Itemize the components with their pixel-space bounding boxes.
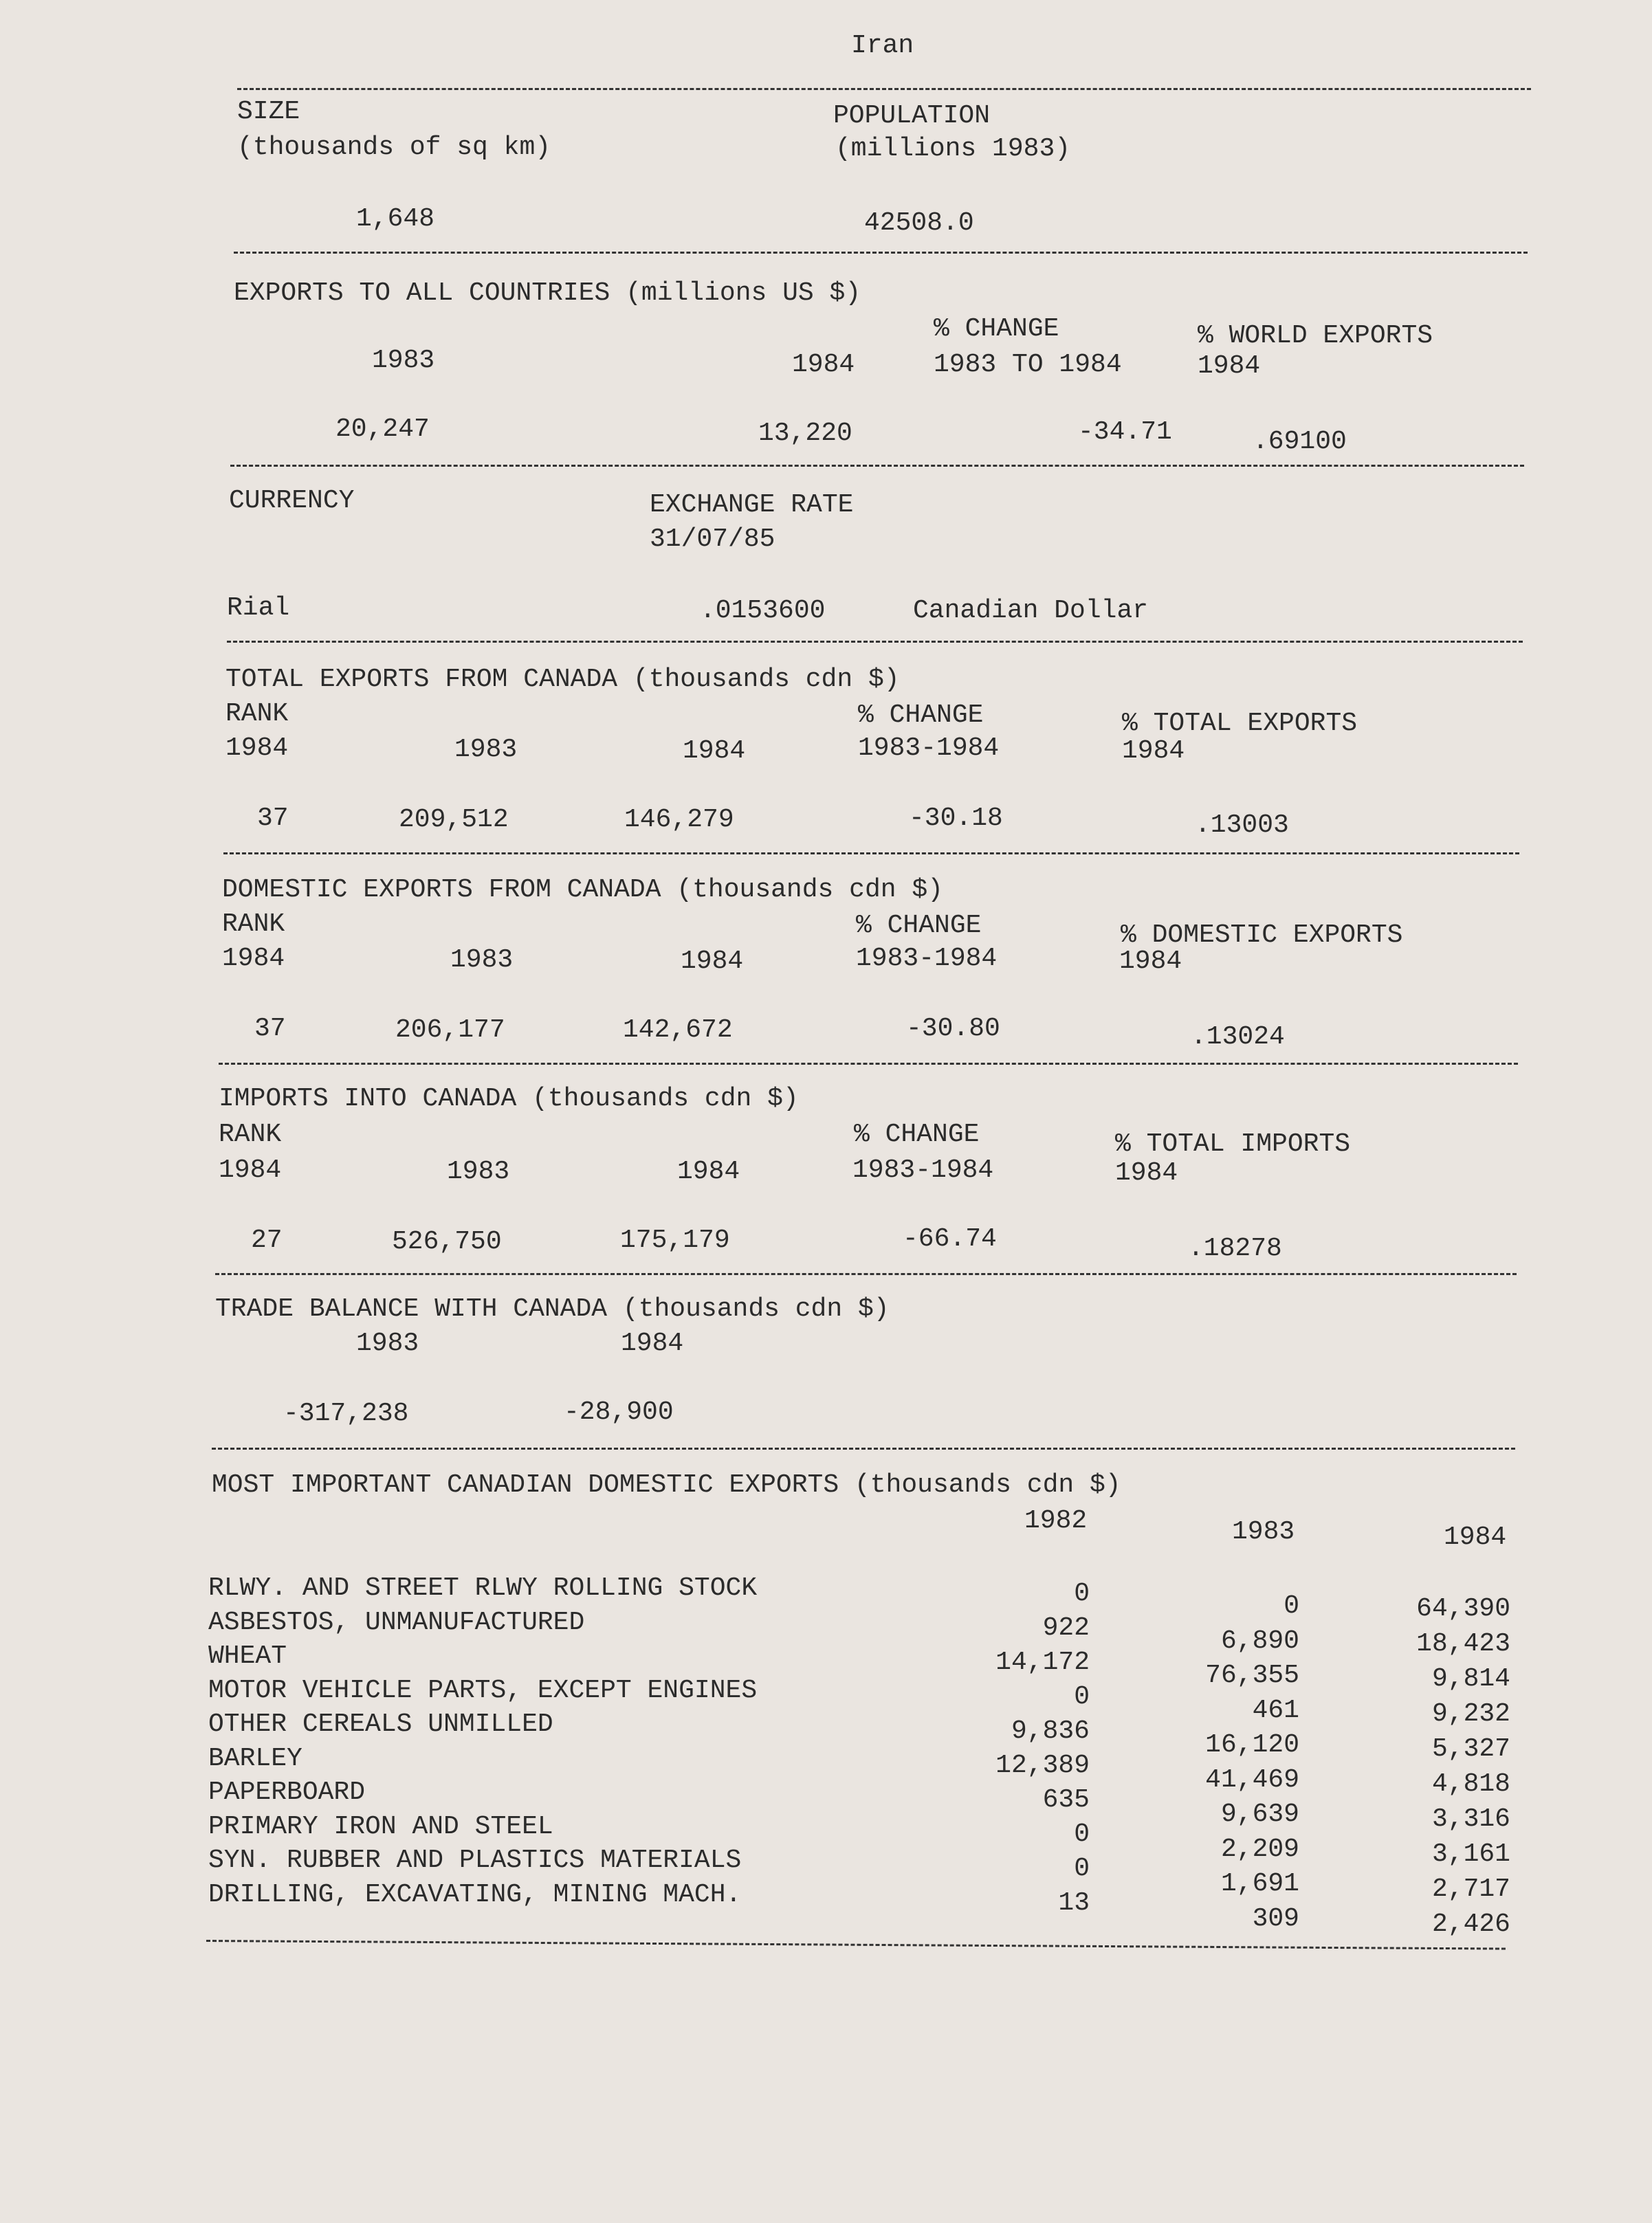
section-divider [230,465,1524,467]
size-label: SIZE [237,97,300,126]
domestic-exports-value-change: -30.80 [906,1014,1000,1043]
total-exports-rank: 37 [257,804,289,833]
exports-all-title: EXPORTS TO ALL COUNTRIES (millions US $) [234,278,861,308]
top-exports-value-1982: 13 [1058,1888,1090,1918]
imports-pct-change-label: % CHANGE [854,1120,980,1149]
section-divider [223,852,1519,854]
top-exports-value-1984: 2,717 [1431,1874,1510,1904]
imports-change-years: 1983-1984 [852,1155,994,1185]
total-exports-rank-label: RANK [225,699,289,729]
imports-rank: 27 [251,1226,283,1255]
top-exports-value-1982: 0 [1074,1820,1090,1849]
imports-share-year: 1984 [1115,1158,1178,1188]
top-exports-value-1982: 12,389 [995,1751,1090,1780]
top-exports-commodity: RLWY. AND STREET RLWY ROLLING STOCK [208,1573,758,1603]
country-title: Iran [851,31,914,60]
domestic-exports-rank-label: RANK [222,909,285,939]
section-divider [234,252,1528,254]
top-exports-value-1982: 635 [1042,1785,1090,1815]
top-exports-value-1984: 9,232 [1431,1699,1510,1729]
domestic-exports-year-1983: 1983 [450,945,514,975]
exchange-rate-value: .0153600 [700,596,826,626]
top-exports-commodity: DRILLING, EXCAVATING, MINING MACH. [208,1879,742,1910]
top-exports-commodity: ASBESTOS, UNMANUFACTURED [208,1607,585,1637]
top-exports-value-1982: 0 [1074,1682,1090,1712]
exports-all-pct-change-label: % CHANGE [934,314,1059,344]
trade-balance-value-1983: -317,238 [283,1399,409,1428]
domestic-exports-year-1984: 1984 [681,947,744,976]
top-exports-value-1982: 922 [1042,1613,1090,1643]
top-exports-year-1984: 1984 [1444,1523,1507,1552]
top-exports-commodity: BARLEY [208,1743,302,1773]
imports-value-change: -66.74 [903,1224,997,1254]
top-exports-value-1984: 3,316 [1431,1804,1510,1834]
top-exports-value-1983: 2,209 [1220,1834,1299,1864]
top-exports-value-1983: 6,890 [1220,1626,1299,1656]
domestic-exports-value-share: .13024 [1191,1022,1285,1052]
top-exports-value-1982: 14,172 [995,1648,1090,1677]
total-exports-title: TOTAL EXPORTS FROM CANADA (thousands cdn $) [225,665,900,694]
imports-title: IMPORTS INTO CANADA (thousands cdn $) [219,1084,799,1114]
exports-all-world-year: 1984 [1198,351,1261,381]
domestic-exports-rank: 37 [254,1014,286,1043]
top-exports-year-1983: 1983 [1232,1517,1295,1547]
top-exports-commodity: SYN. RUBBER AND PLASTICS MATERIALS [208,1846,742,1875]
trade-balance-value-1984: -28,900 [564,1397,674,1427]
trade-balance-title: TRADE BALANCE WITH CANADA (thousands cdn $) [215,1294,890,1324]
total-exports-share-year: 1984 [1122,736,1185,766]
top-exports-value-1984: 3,161 [1431,1839,1510,1869]
exports-all-value-1983: 20,247 [335,414,430,444]
section-divider [206,1940,1506,1950]
top-exports-value-1983: 1,691 [1220,1869,1299,1899]
imports-year-1983: 1983 [447,1157,510,1186]
trade-balance-year-1984: 1984 [621,1329,684,1358]
domestic-exports-change-years: 1983-1984 [856,944,998,973]
top-exports-title: MOST IMPORTANT CANADIAN DOMESTIC EXPORTS (thousands cdn $) [212,1470,1121,1500]
top-exports-commodity: OTHER CEREALS UNMILLED [208,1710,553,1739]
top-exports-value-1983: 461 [1252,1695,1299,1725]
top-exports-value-1983: 309 [1252,1903,1299,1934]
total-exports-value-share: .13003 [1195,810,1289,840]
top-exports-commodity: WHEAT [208,1641,287,1671]
imports-rank-label: RANK [219,1120,282,1149]
section-divider [215,1273,1517,1275]
top-exports-value-1984: 18,423 [1416,1629,1510,1659]
total-exports-value-change: -30.18 [909,804,1003,833]
domestic-exports-pct-change-label: % CHANGE [856,911,982,940]
exports-all-value-world: .69100 [1253,427,1347,456]
total-exports-rank-year: 1984 [225,733,289,763]
currency-label: CURRENCY [229,486,355,516]
total-exports-value-1983: 209,512 [399,805,509,834]
exports-all-change-years: 1983 TO 1984 [934,350,1122,379]
imports-value-share: .18278 [1188,1234,1282,1263]
size-unit: (thousands of sq km) [237,133,551,162]
domestic-exports-title: DOMESTIC EXPORTS FROM CANADA (thousands cdn $) [222,875,943,905]
total-exports-change-years: 1983-1984 [858,733,1000,763]
population-label: POPULATION [833,101,991,131]
currency-name: Rial [227,593,290,623]
exports-all-year-1983: 1983 [372,346,435,375]
top-exports-value-1982: 0 [1074,1579,1090,1608]
top-exports-commodity: PRIMARY IRON AND STEEL [208,1811,553,1842]
top-exports-commodity: PAPERBOARD [208,1778,366,1807]
top-exports-value-1983: 76,355 [1205,1661,1299,1690]
imports-value-1984: 175,179 [620,1226,730,1255]
imports-value-1983: 526,750 [392,1227,502,1257]
total-exports-value-1984: 146,279 [624,805,734,834]
top-exports-value-1983: 41,469 [1205,1765,1299,1795]
top-exports-year-1982: 1982 [1024,1506,1088,1536]
total-exports-year-1984: 1984 [683,736,746,766]
domestic-exports-pct-share-label: % DOMESTIC EXPORTS [1121,920,1403,950]
imports-year-1984: 1984 [677,1157,740,1186]
total-exports-pct-change-label: % CHANGE [858,700,984,730]
top-exports-value-1983: 0 [1284,1591,1299,1621]
exports-all-value-change: -34.71 [1078,417,1172,447]
top-exports-value-1983: 9,639 [1220,1800,1299,1829]
population-value: 42508.0 [864,208,974,238]
top-exports-value-1982: 0 [1074,1854,1090,1883]
exports-all-pct-world-label: % WORLD EXPORTS [1198,321,1433,351]
section-divider [237,88,1531,90]
total-exports-year-1983: 1983 [454,735,518,764]
top-exports-value-1984: 5,327 [1431,1734,1510,1764]
exchange-rate-label: EXCHANGE RATE [650,490,854,520]
top-exports-value-1984: 9,814 [1431,1664,1510,1694]
population-unit: (millions 1983) [835,134,1071,164]
total-exports-pct-share-label: % TOTAL EXPORTS [1122,709,1358,738]
section-divider [219,1063,1518,1065]
imports-rank-year: 1984 [219,1155,282,1185]
top-exports-value-1982: 9,836 [1011,1716,1090,1746]
trade-balance-year-1983: 1983 [356,1329,419,1358]
exports-all-value-1984: 13,220 [758,419,852,448]
exchange-rate-unit: Canadian Dollar [913,596,1149,626]
domestic-exports-value-1983: 206,177 [395,1015,505,1045]
domestic-exports-share-year: 1984 [1119,947,1182,976]
size-value: 1,648 [356,204,435,234]
imports-pct-share-label: % TOTAL IMPORTS [1115,1129,1351,1159]
exports-all-year-1984: 1984 [792,350,855,379]
top-exports-value-1983: 16,120 [1205,1730,1299,1760]
domestic-exports-value-1984: 142,672 [623,1015,733,1045]
top-exports-value-1984: 4,818 [1431,1769,1510,1799]
top-exports-value-1984: 2,426 [1431,1910,1510,1939]
top-exports-commodity: MOTOR VEHICLE PARTS, EXCEPT ENGINES [208,1675,758,1705]
section-divider [227,641,1523,643]
domestic-exports-rank-year: 1984 [222,944,285,973]
top-exports-value-1984: 64,390 [1416,1594,1510,1624]
section-divider [212,1448,1515,1450]
exchange-rate-date: 31/07/85 [650,524,775,554]
